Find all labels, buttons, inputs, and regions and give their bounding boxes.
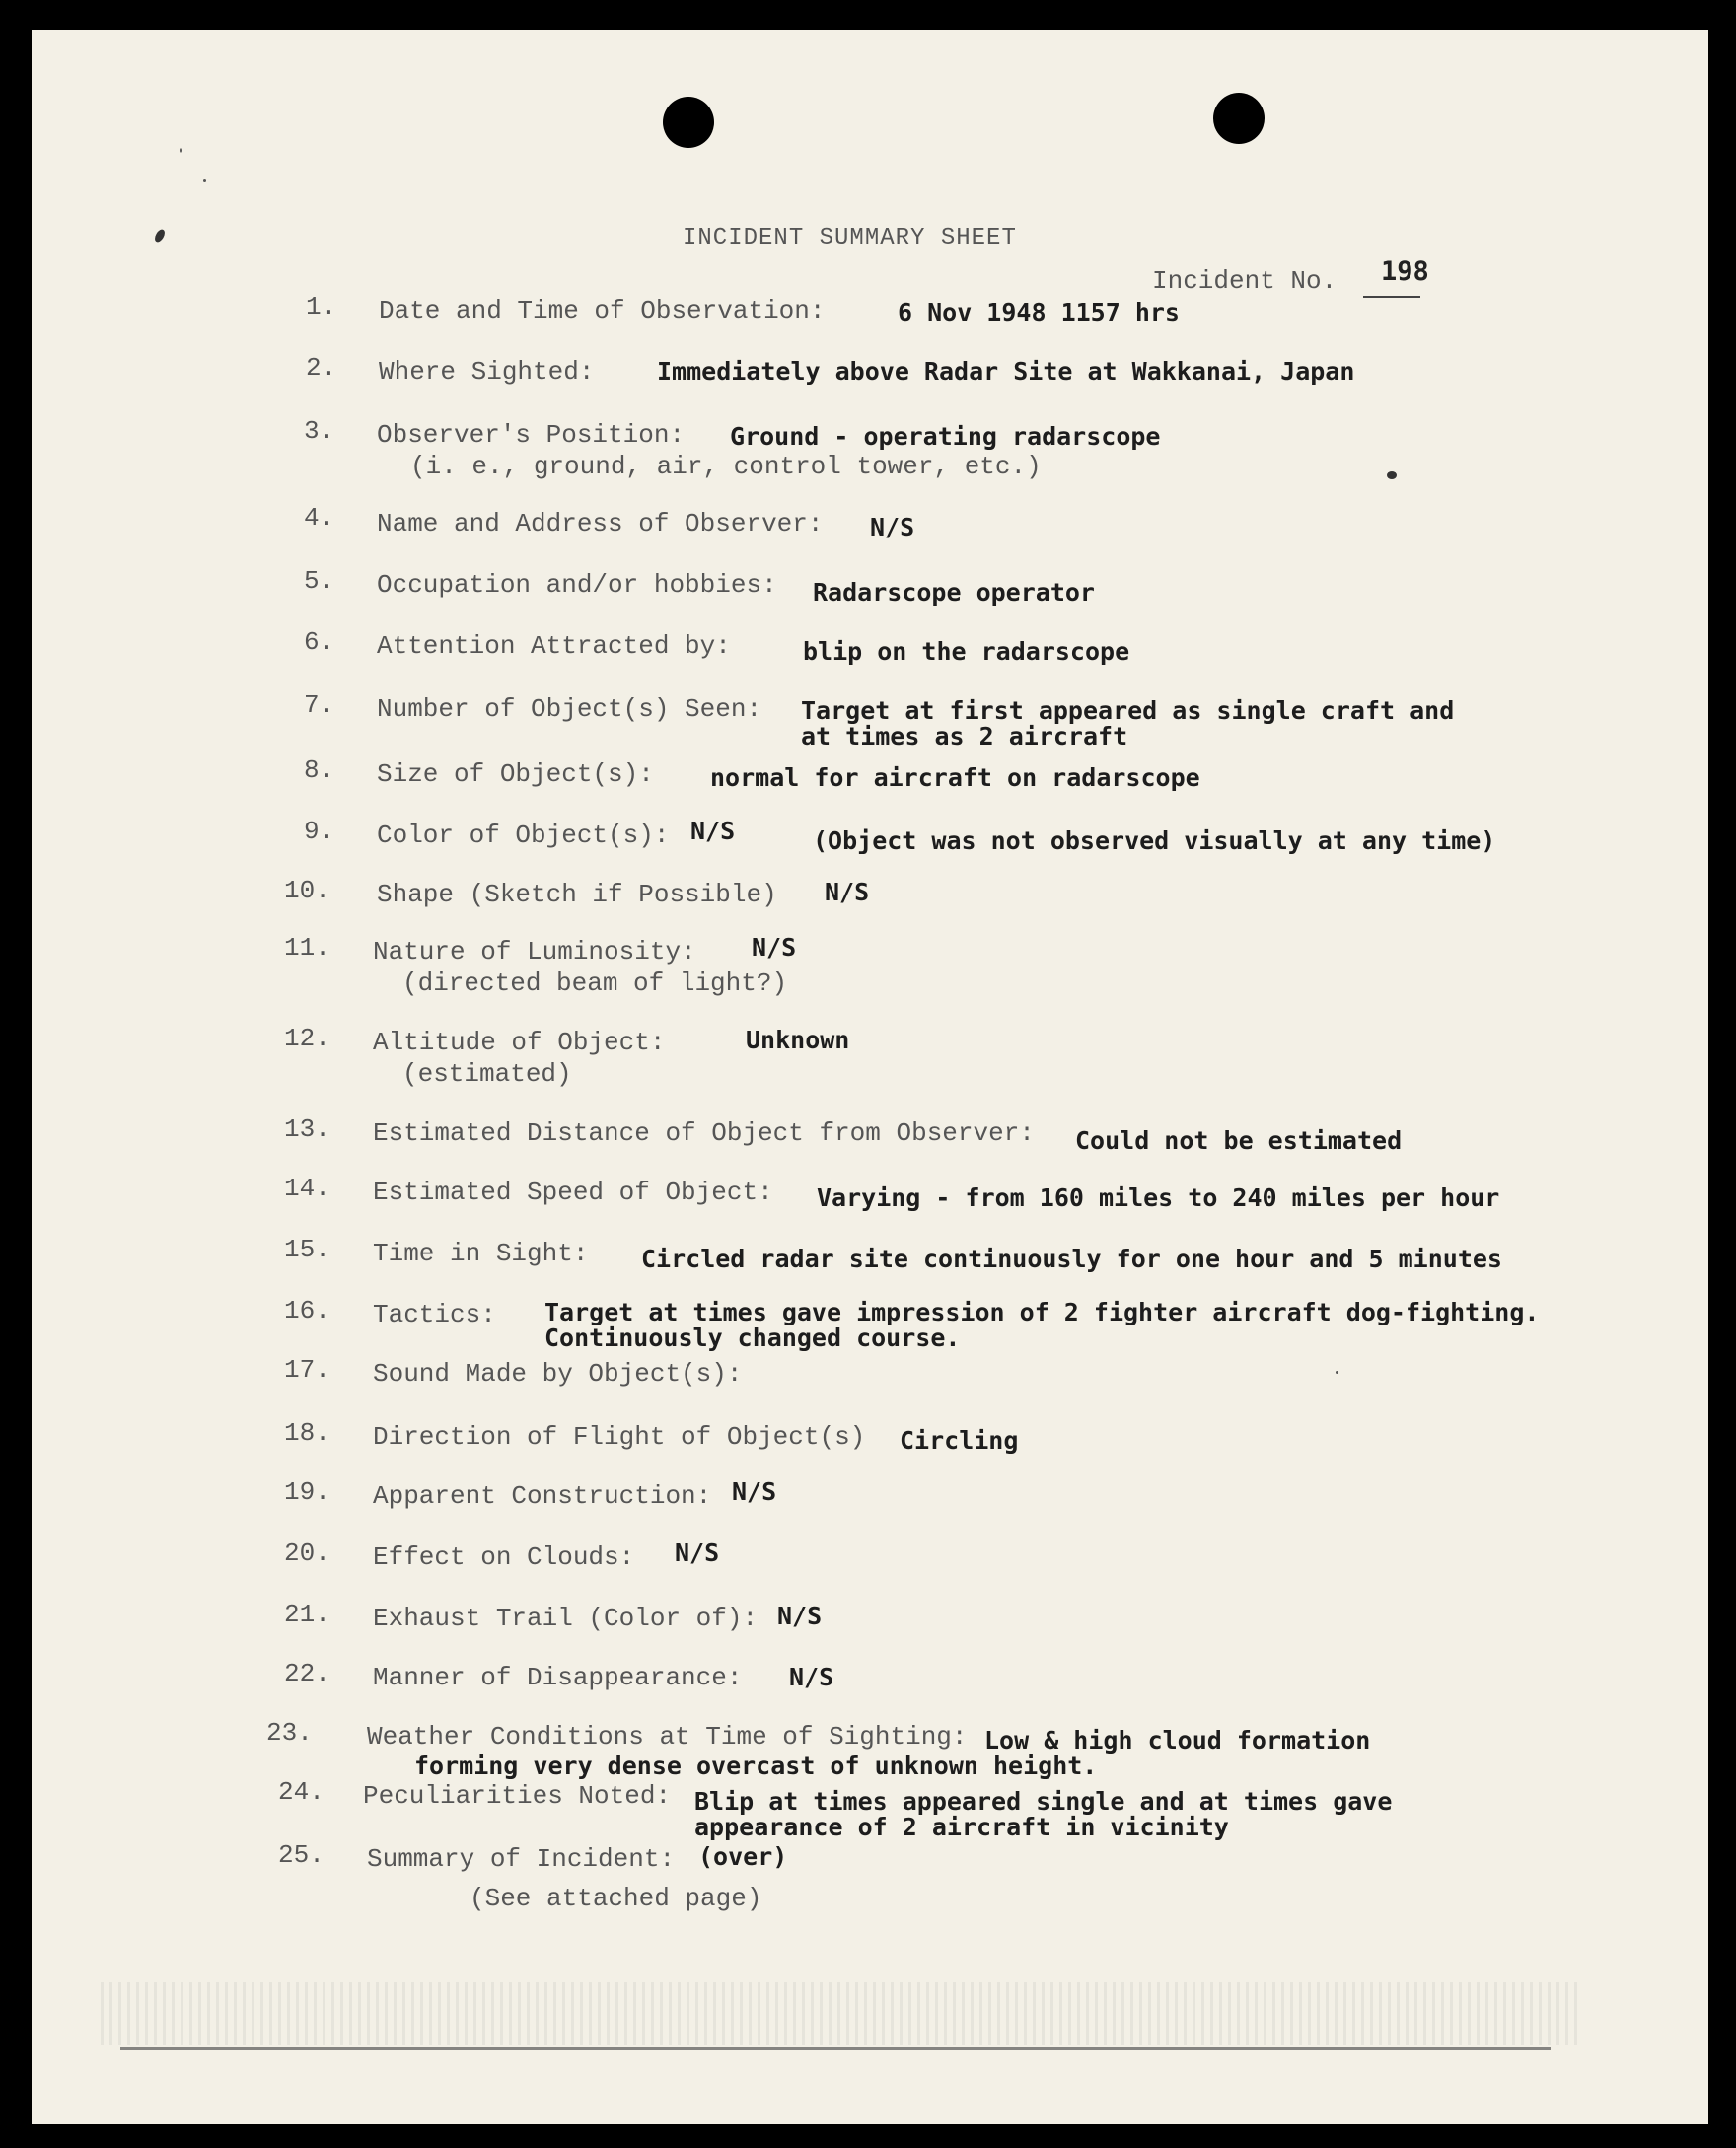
speck: [153, 228, 167, 244]
item-number: 25.: [278, 1840, 325, 1870]
punch-hole-left: [663, 97, 714, 148]
item-value-continued: at times as 2 aircraft: [801, 722, 1128, 751]
item-value-note: (Object was not observed visually at any time): [813, 826, 1496, 855]
document-title: INCIDENT SUMMARY SHEET: [683, 225, 1017, 251]
item-value: N/S: [752, 933, 797, 962]
item-number: 11.: [284, 933, 330, 963]
item-value: N/S: [777, 1602, 823, 1630]
speck: [1387, 471, 1397, 479]
item-label: Manner of Disappearance:: [373, 1663, 743, 1692]
page-bottom-grain: [101, 1982, 1580, 2045]
item-value: Radarscope operator: [813, 578, 1095, 607]
item-number: 19.: [284, 1477, 330, 1507]
item-value-continued: Continuously changed course.: [544, 1324, 961, 1352]
item-number: 15.: [284, 1235, 330, 1264]
item-label: Tactics:: [373, 1300, 496, 1329]
incident-number-value: 198: [1381, 256, 1429, 287]
item-label: Name and Address of Observer:: [377, 509, 824, 538]
item-label: Exhaust Trail (Color of):: [373, 1604, 759, 1633]
item-label: Altitude of Object:: [373, 1028, 666, 1057]
item-label: Nature of Luminosity:: [373, 937, 696, 967]
item-value: Target at times gave impression of 2 fighter aircraft dog-fighting.: [544, 1298, 1540, 1326]
item-number: 20.: [284, 1539, 330, 1568]
page-bottom-rule: [120, 2047, 1551, 2050]
item-label: Summary of Incident:: [367, 1844, 676, 1874]
item-value: N/S: [825, 878, 870, 906]
item-value: Circling: [900, 1426, 1019, 1455]
item-label: Apparent Construction:: [373, 1481, 712, 1511]
item-value: Circled radar site continuously for one hour and 5 minutes: [641, 1245, 1502, 1273]
item-label: Time in Sight:: [373, 1239, 589, 1268]
item-number: 3.: [304, 416, 335, 446]
item-value: Blip at times appeared single and at times gave: [694, 1787, 1393, 1816]
item-value: Low & high cloud formation: [984, 1726, 1371, 1754]
item-number: 8.: [304, 755, 335, 785]
item-value: 6 Nov 1948 1157 hrs: [898, 298, 1180, 326]
item-number: 2.: [306, 353, 337, 383]
item-label-note: (directed beam of light?): [402, 968, 788, 998]
item-label: Observer's Position:: [377, 420, 686, 450]
item-number: 22.: [284, 1659, 330, 1688]
item-number: 5.: [304, 566, 335, 596]
item-label: Date and Time of Observation:: [379, 296, 826, 325]
item-label-note: (i. e., ground, air, control tower, etc.): [410, 452, 1042, 481]
item-number: 21.: [284, 1600, 330, 1629]
item-number: 18.: [284, 1418, 330, 1448]
item-label: Shape (Sketch if Possible): [377, 880, 777, 909]
item-value: N/S: [732, 1477, 777, 1506]
item-label: Attention Attracted by:: [377, 631, 731, 661]
item-label: Sound Made by Object(s):: [373, 1359, 743, 1389]
speck: [180, 148, 182, 153]
item-label: Weather Conditions at Time of Sighting:: [367, 1722, 968, 1752]
incident-number-underline: [1363, 296, 1420, 298]
speck: [203, 179, 206, 182]
item-label-note: (estimated): [402, 1059, 572, 1089]
item-number: 6.: [304, 627, 335, 657]
item-number: 7.: [304, 690, 335, 720]
item-label: Occupation and/or hobbies:: [377, 570, 777, 600]
item-value: (over): [698, 1842, 788, 1871]
item-value: Could not be estimated: [1075, 1126, 1403, 1155]
item-value: Varying - from 160 miles to 240 miles per hour: [817, 1183, 1500, 1212]
item-value: blip on the radarscope: [803, 637, 1130, 666]
item-value: N/S: [789, 1663, 834, 1691]
item-value-continued: appearance of 2 aircraft in vicinity: [694, 1813, 1229, 1841]
item-label: Estimated Speed of Object:: [373, 1178, 773, 1207]
item-value: Target at first appeared as single craft and: [801, 696, 1455, 725]
item-value: N/S: [690, 817, 736, 845]
item-value: normal for aircraft on radarscope: [710, 763, 1200, 792]
item-number: 12.: [284, 1024, 330, 1053]
punch-hole-right: [1213, 93, 1265, 144]
item-value-continued: forming very dense overcast of unknown height.: [414, 1752, 1098, 1780]
item-label: Number of Object(s) Seen:: [377, 694, 762, 724]
item-value: Unknown: [746, 1026, 850, 1054]
item-number: 17.: [284, 1355, 330, 1385]
item-number: 9.: [304, 817, 335, 846]
item-label: Effect on Clouds:: [373, 1542, 635, 1572]
item-number: 16.: [284, 1296, 330, 1325]
item-value: N/S: [675, 1539, 720, 1567]
item-label: Size of Object(s):: [377, 759, 654, 789]
speck: [1336, 1371, 1338, 1374]
item-label: Where Sighted:: [379, 357, 595, 387]
item-value: Immediately above Radar Site at Wakkanai, Japan: [657, 357, 1355, 386]
item-label: Estimated Distance of Object from Observer:: [373, 1118, 1035, 1148]
item-number: 10.: [284, 876, 330, 905]
item-number: 23.: [266, 1718, 313, 1748]
item-number: 13.: [284, 1114, 330, 1144]
item-value: Ground - operating radarscope: [730, 422, 1161, 451]
item-number: 4.: [304, 503, 335, 533]
item-label: Direction of Flight of Object(s): [373, 1422, 866, 1452]
incident-number-label: Incident No.: [1152, 266, 1338, 296]
item-number: 1.: [306, 292, 337, 322]
item-label-note: (See attached page): [470, 1884, 762, 1913]
item-number: 24.: [278, 1777, 325, 1807]
item-number: 14.: [284, 1174, 330, 1203]
item-label: Color of Object(s):: [377, 821, 670, 850]
document-page: [32, 30, 1708, 2124]
item-label: Peculiarities Noted:: [363, 1781, 672, 1811]
item-value: N/S: [870, 513, 915, 541]
